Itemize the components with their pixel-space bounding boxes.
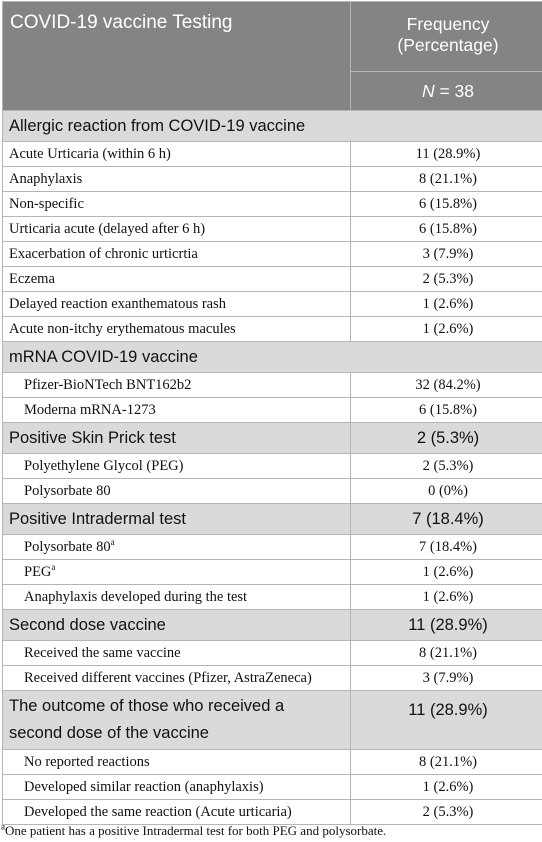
section-value: 2 (5.3%) xyxy=(351,423,542,454)
section-value: 11 (28.9%) xyxy=(351,691,542,750)
section-row-intradermal xyxy=(3,504,542,535)
table-row xyxy=(3,560,542,585)
section-title-line2: second dose of the vaccine xyxy=(9,724,209,742)
header-row xyxy=(3,2,542,72)
row-value: 3 (7.9%) xyxy=(351,242,542,267)
header-frequency-line2: (Percentage) xyxy=(397,35,499,55)
row-value: 3 (7.9%) xyxy=(351,666,542,691)
table-row xyxy=(3,167,542,192)
row-label: Moderna mRNA-1273 xyxy=(3,398,351,423)
table-row xyxy=(3,317,542,342)
row-label: Received the same vaccine xyxy=(3,641,351,666)
section-title-line1: The outcome of those who received a xyxy=(9,697,285,715)
section-value: 7 (18.4%) xyxy=(351,504,542,535)
row-label: Developed the same reaction (Acute urticaria) xyxy=(3,800,351,825)
row-label: Anaphylaxis xyxy=(3,167,351,192)
row-label: Acute non-itchy erythematous macules xyxy=(3,317,351,342)
table-row xyxy=(3,192,542,217)
row-label: Polysorbate 80 xyxy=(24,538,111,555)
table-row xyxy=(3,535,542,560)
section-title: Second dose vaccine xyxy=(3,610,351,641)
table-row xyxy=(3,800,542,825)
section-row-outcome xyxy=(3,691,542,750)
table-row xyxy=(3,217,542,242)
table-row xyxy=(3,373,542,398)
row-label-cell xyxy=(3,560,351,585)
row-value: 1 (2.6%) xyxy=(351,292,542,317)
table-row xyxy=(3,267,542,292)
row-value: 32 (84.2%) xyxy=(351,373,542,398)
table-row xyxy=(3,479,542,504)
table-row xyxy=(3,775,542,800)
row-value: 2 (5.3%) xyxy=(351,454,542,479)
table-row xyxy=(3,585,542,610)
footnote-text: One patient has a positive Intradermal test for both PEG and polysorbate. xyxy=(5,823,387,838)
vaccine-testing-table xyxy=(2,1,542,825)
footnote-marker: a xyxy=(1,821,5,832)
row-value: 8 (21.1%) xyxy=(351,167,542,192)
section-title: Positive Skin Prick test xyxy=(3,423,351,454)
table-row xyxy=(3,666,542,691)
section-value: 11 (28.9%) xyxy=(351,610,542,641)
row-label: Non-specific xyxy=(3,192,351,217)
row-label: Anaphylaxis developed during the test xyxy=(3,585,351,610)
row-value: 2 (5.3%) xyxy=(351,800,542,825)
row-label: Eczema xyxy=(3,267,351,292)
table-row xyxy=(3,454,542,479)
section-title: Allergic reaction from COVID-19 vaccine xyxy=(3,111,542,142)
row-value: 8 (21.1%) xyxy=(351,750,542,775)
footnote xyxy=(1,823,386,839)
row-value: 1 (2.6%) xyxy=(351,317,542,342)
row-label-cell xyxy=(3,535,351,560)
footnote-marker: a xyxy=(51,561,56,572)
table-row xyxy=(3,292,542,317)
row-value: 2 (5.3%) xyxy=(351,267,542,292)
row-label: Exacerbation of chronic urticrtia xyxy=(3,242,351,267)
row-value: 6 (15.8%) xyxy=(351,398,542,423)
row-label: Polysorbate 80 xyxy=(3,479,351,504)
header-sample-size xyxy=(351,72,542,111)
row-label: Polyethylene Glycol (PEG) xyxy=(3,454,351,479)
row-value: 1 (2.6%) xyxy=(351,775,542,800)
header-frequency-line1: Frequency xyxy=(406,14,490,34)
row-value: 1 (2.6%) xyxy=(351,585,542,610)
table-row xyxy=(3,641,542,666)
row-label: Acute Urticaria (within 6 h) xyxy=(3,142,351,167)
section-title: Positive Intradermal test xyxy=(3,504,351,535)
row-value: 0 (0%) xyxy=(351,479,542,504)
row-label: Pfizer-BioNTech BNT162b2 xyxy=(3,373,351,398)
section-title: mRNA COVID-19 vaccine xyxy=(3,342,542,373)
row-label: Delayed reaction exanthematous rash xyxy=(3,292,351,317)
n-symbol: N xyxy=(421,80,435,101)
n-value: = 38 xyxy=(439,80,475,101)
row-value: 1 (2.6%) xyxy=(351,560,542,585)
row-value: 11 (28.9%) xyxy=(351,142,542,167)
table-row xyxy=(3,398,542,423)
table-row xyxy=(3,142,542,167)
row-label: No reported reactions xyxy=(3,750,351,775)
row-label: PEG xyxy=(24,563,52,580)
row-label: Received different vaccines (Pfizer, AstraZeneca) xyxy=(3,666,351,691)
footnote-marker: a xyxy=(110,536,115,547)
row-value: 8 (21.1%) xyxy=(351,641,542,666)
header-title: COVID-19 vaccine Testing xyxy=(3,2,351,111)
header-frequency xyxy=(351,2,542,72)
section-row-second-dose xyxy=(3,610,542,641)
row-value: 6 (15.8%) xyxy=(351,192,542,217)
row-label: Developed similar reaction (anaphylaxis) xyxy=(3,775,351,800)
row-value: 6 (15.8%) xyxy=(351,217,542,242)
section-title xyxy=(3,691,351,750)
row-value: 7 (18.4%) xyxy=(351,535,542,560)
section-row-skin-prick xyxy=(3,423,542,454)
section-row-allergic xyxy=(3,111,542,142)
section-row-mrna xyxy=(3,342,542,373)
table-row xyxy=(3,750,542,775)
row-label: Urticaria acute (delayed after 6 h) xyxy=(3,217,351,242)
table-row xyxy=(3,242,542,267)
